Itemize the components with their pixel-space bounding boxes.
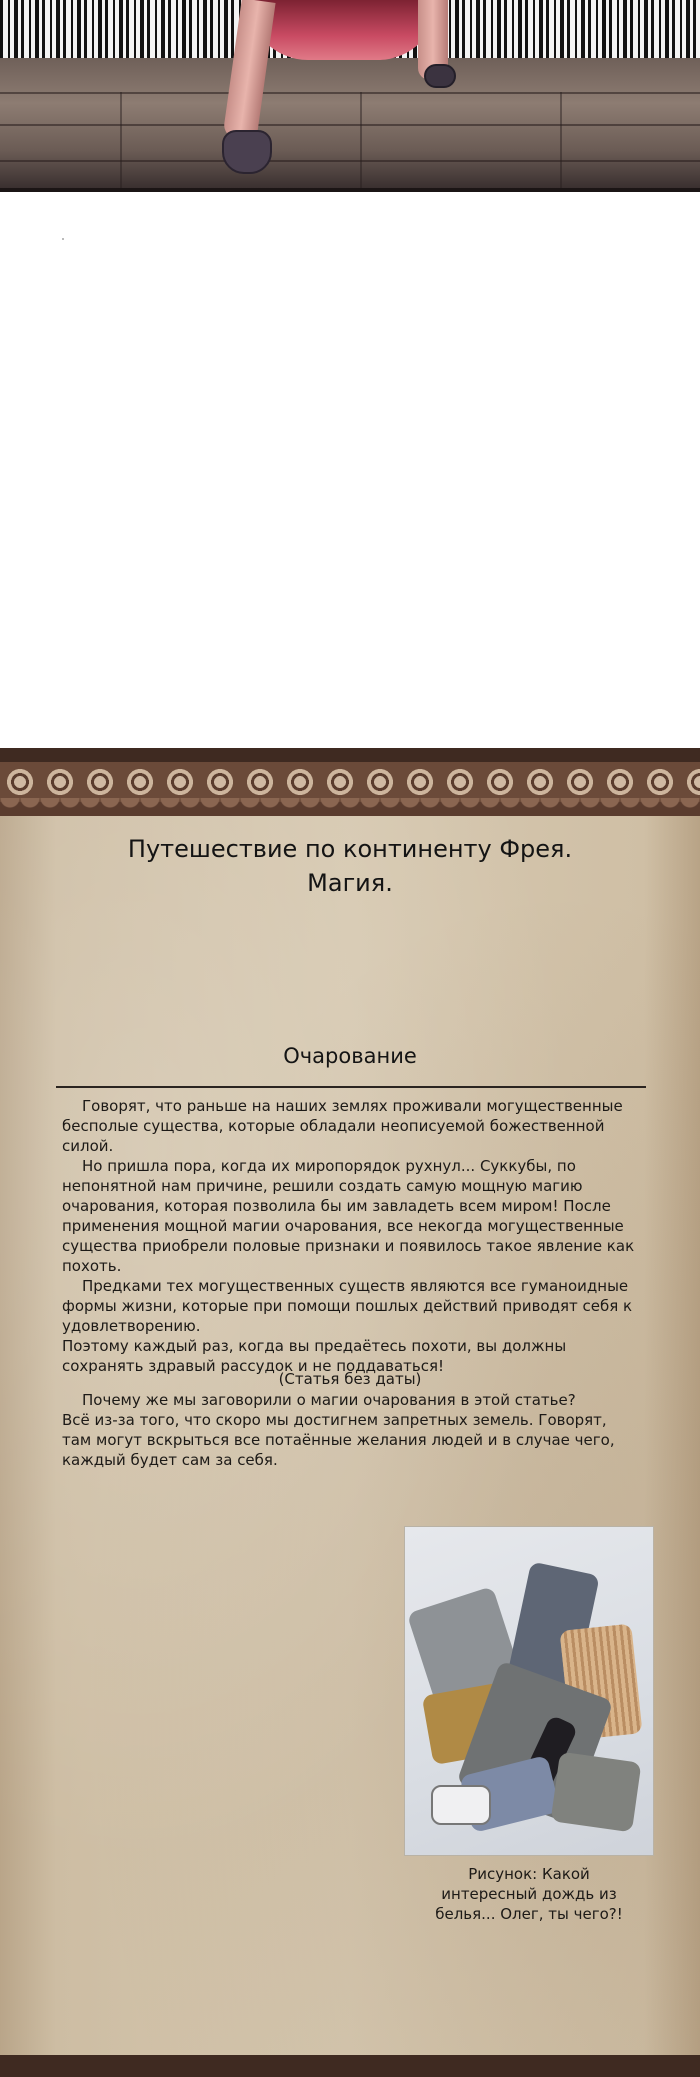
lace-pattern [0, 762, 700, 802]
dress-hem [248, 0, 438, 60]
section-divider [56, 1086, 646, 1088]
floor-seam [120, 92, 122, 192]
cloth-piece [551, 1752, 642, 1833]
paragraph: Но пришла пора, когда их миропорядок рухнул... Суккубы, по непонятной нам причине, решили создать самую мощную магию очарования, которая позволила бы им завладеть всем миром! После применения мощной магии очарования, все некогда могущественные существа приобрели половые признаки и появилось такое явление как похоть. [62, 1157, 635, 1275]
paragraph: Всё из-за того, что скоро мы достигнем запретных земель. Говорят, там могут вскрыться все потаённые желания людей и в случае чего, каждый будет сам за себя. [62, 1411, 615, 1469]
figure-caption [404, 1864, 654, 1924]
floor-seam [560, 92, 562, 192]
caption-line: интересный дождь из [441, 1885, 617, 1903]
floor-line [0, 124, 700, 126]
comic-panel-top [0, 0, 700, 192]
article-body [62, 1096, 652, 1376]
undated-label: (Статья без даты) [278, 1370, 422, 1388]
article-title [0, 832, 700, 900]
lace-scallop [0, 798, 700, 816]
section-heading: Очарование [283, 1044, 417, 1068]
bottom-border [0, 2055, 700, 2077]
lace-border [0, 748, 700, 816]
paragraph: Поэтому каждый раз, когда вы предаётесь похоти, вы должны сохранять здравый рассудок и не поддаваться! [62, 1337, 567, 1375]
shoe-left [222, 130, 272, 174]
shoe-right [424, 64, 456, 88]
caption-line: белья... Олег, ты чего?! [435, 1905, 623, 1923]
undated-body [62, 1390, 622, 1470]
parchment-page [0, 748, 700, 2077]
lace-top-stripe [0, 748, 700, 762]
article-title-line1: Путешествие по континенту Фрея. [127, 835, 573, 863]
paragraph: Предками тех могущественных существ являются все гуманоидные формы жизни, которые при помощи пошлых действий приводят себя к удовлетворению. [62, 1277, 633, 1335]
paragraph: Говорят, что раньше на наших землях проживали могущественные бесполые существа, которые обладали неописуемой божественной силой. [62, 1097, 623, 1155]
floor-line [0, 92, 700, 94]
floor-seam [360, 92, 362, 192]
paragraph: Почему же мы заговорили о магии очарования в этой статье? [82, 1391, 576, 1409]
laundry-illustration [404, 1526, 654, 1856]
article-title-line2: Магия. [307, 869, 393, 897]
floor-line [0, 160, 700, 162]
caption-line: Рисунок: Какой [468, 1865, 590, 1883]
gutter-speck [62, 238, 64, 240]
cloth-piece [431, 1785, 491, 1825]
